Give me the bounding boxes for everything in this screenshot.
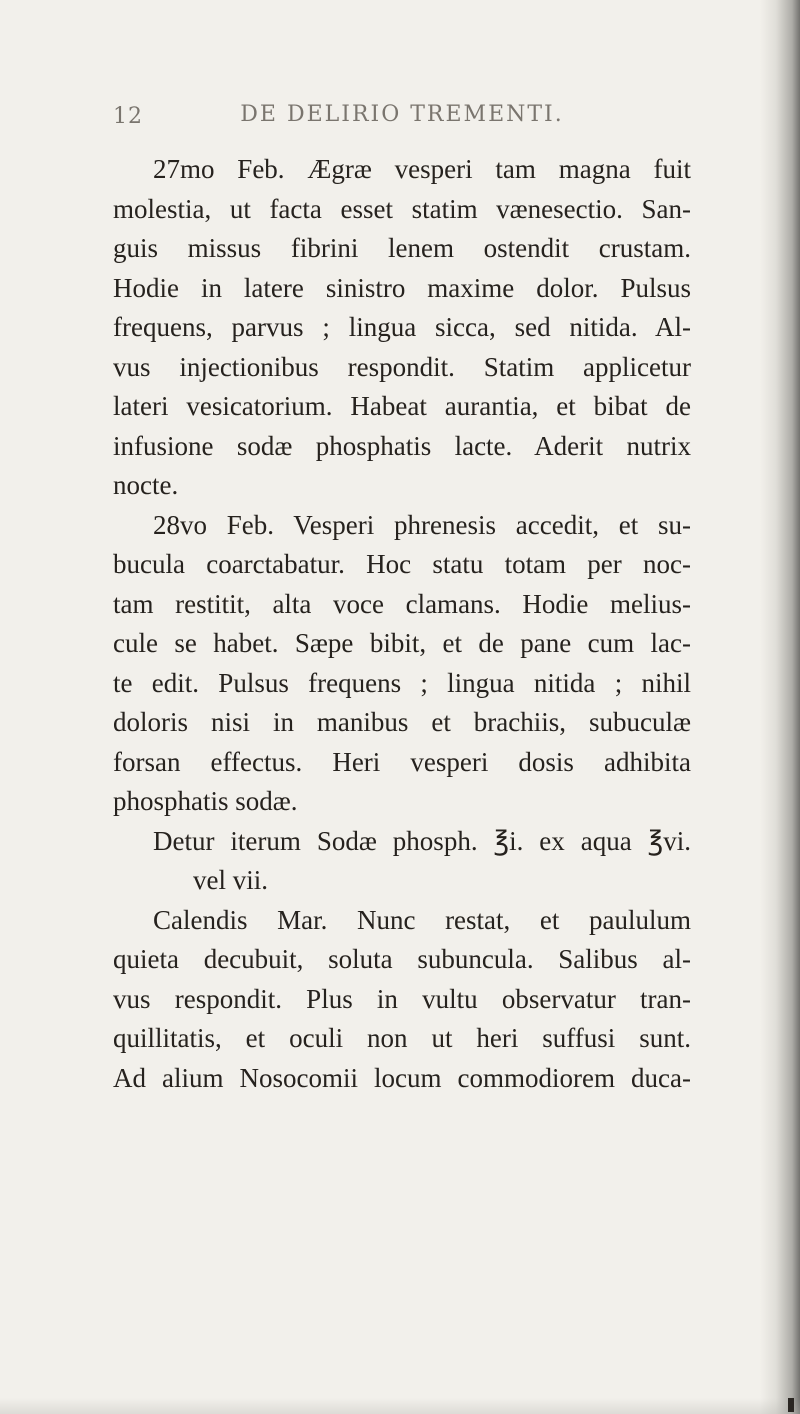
- text-line: nocte.: [113, 470, 179, 500]
- text-line: guis missus fibrini lenem ostendit crustam.: [113, 233, 691, 263]
- page-number: 12: [113, 104, 143, 129]
- text-line: infusione sodæ phosphatis lacte. Aderit nutrix: [113, 430, 691, 461]
- text-line: 28vo Feb. Vesperi phrenesis accedit, et su-: [153, 509, 691, 540]
- text-line: cule se habet. Sæpe bibit, et de pane cum lac-: [113, 628, 691, 658]
- text-line: forsan effectus. Heri vesperi dosis adhibita: [113, 746, 691, 777]
- text-line: tam restitit, alta voce clamans. Hodie melius-: [113, 588, 691, 619]
- text-line: Ad alium Nosocomii locum commodiorem duca-: [113, 1062, 691, 1093]
- text-line: quieta decubuit, soluta subuncula. Salibus al-: [113, 944, 691, 974]
- text-line: lateri vesicatorium. Habeat aurantia, et bibat de: [113, 391, 691, 421]
- text-line: vus injectionibus respondit. Statim applicetur: [113, 351, 691, 382]
- text-line: te edit. Pulsus frequens ; lingua nitida ; nihil: [113, 667, 691, 698]
- text-line: phosphatis sodæ.: [113, 786, 298, 816]
- text-line: quillitatis, et oculi non ut heri suffusi sunt.: [113, 1023, 691, 1053]
- running-title: DE DELIRIO TREMENTI.: [240, 102, 564, 127]
- text-line: doloris nisi in manibus et brachiis, subuculæ: [113, 707, 691, 737]
- prescription-line: vel vii.: [193, 865, 268, 895]
- text-line: bucula coarctabatur. Hoc statu totam per noc-: [113, 549, 691, 579]
- body-text: [113, 150, 691, 1098]
- corner-mark: [788, 1398, 794, 1412]
- text-line: Hodie in latere sinistro maxime dolor. Pulsus: [113, 272, 691, 303]
- text-line: vus respondit. Plus in vultu observatur tran-: [113, 983, 691, 1014]
- page-bottom-edge: [0, 1398, 800, 1414]
- running-header: [113, 100, 691, 140]
- page-edge-shadow: [760, 0, 800, 1414]
- text-line: molestia, ut facta esset statim vænesectio. San-: [113, 193, 691, 224]
- text-line: 27mo Feb. Ægræ vesperi tam magna fuit: [153, 154, 691, 184]
- text-line: frequens, parvus ; lingua sicca, sed nitida. Al-: [113, 312, 691, 342]
- text-line: Calendis Mar. Nunc restat, et paululum: [153, 904, 691, 935]
- prescription-line: Detur iterum Sodæ phosph. ℥i. ex aqua ℥vi.: [153, 825, 691, 856]
